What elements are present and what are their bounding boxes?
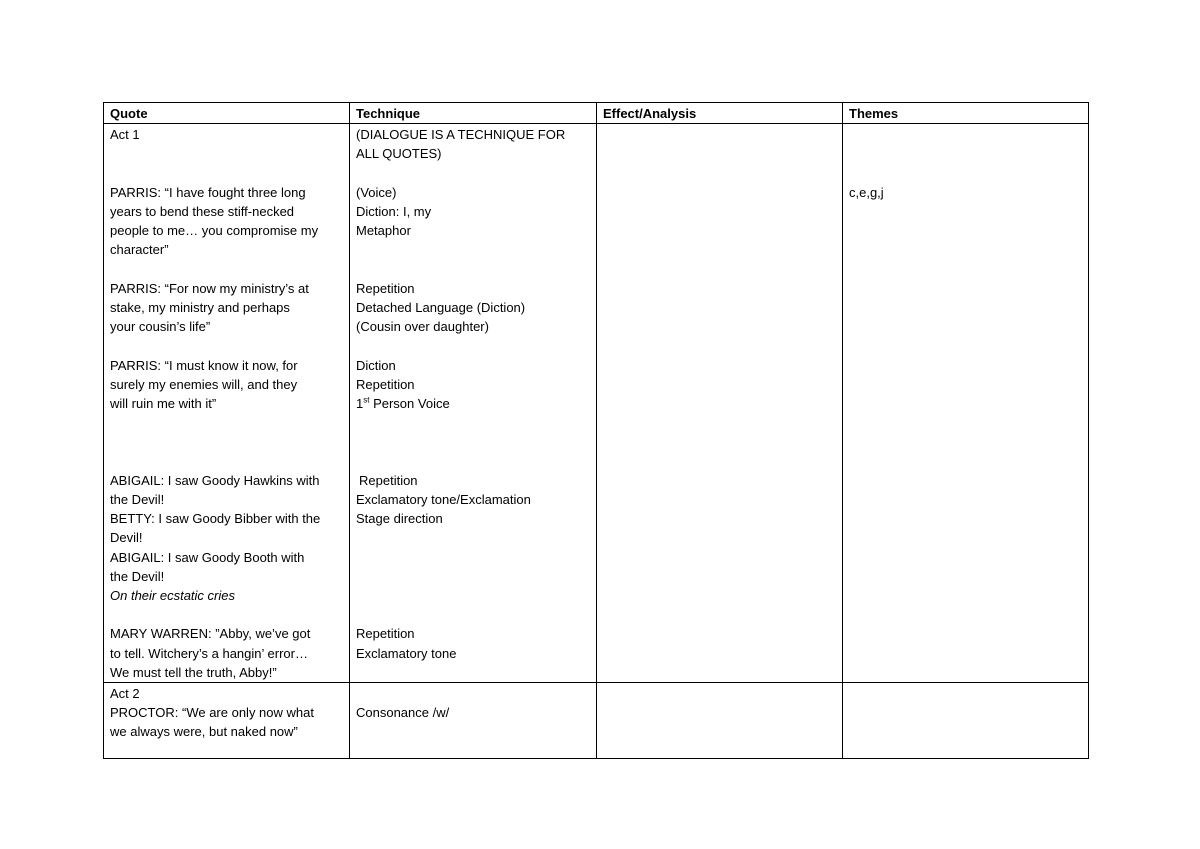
quote-line: we always were, but naked now”: [110, 724, 298, 740]
quote-line: surely my enemies will, and they: [110, 376, 298, 392]
quote-line: people to me… you compromise my: [110, 223, 319, 239]
quote-line: will ruin me with it”: [110, 395, 217, 411]
technique-note: (DIALOGUE IS A TECHNIQUE FOR: [356, 127, 566, 143]
technique-line: Diction: I, my: [356, 204, 432, 219]
themes-value: c,e,g,j: [849, 184, 884, 200]
quote-line: the Devil!: [110, 491, 165, 507]
themes-cell-act-2: [843, 682, 1089, 758]
quote-line: stake, my ministry and perhaps: [110, 299, 290, 315]
quote-line: MARY WARREN: ”Abby, we’ve got: [110, 626, 311, 642]
act-label: Act 1: [110, 127, 140, 143]
technique-line: Repetition: [356, 376, 415, 392]
themes-cell-act-1: [843, 124, 1089, 683]
technique-cell-act-2: [350, 682, 597, 758]
technique-line: Metaphor: [356, 223, 411, 239]
header-row: [104, 103, 1089, 124]
quote-line: PARRIS: “I have fought three long: [110, 184, 306, 200]
quote-line: the Devil!: [110, 568, 165, 584]
header-effect-analysis: Effect/Analysis: [597, 103, 843, 124]
technique-cell-act-1: [350, 124, 597, 683]
technique-line: Exclamatory tone/Exclamation: [356, 491, 531, 507]
quote-line: your cousin’s life”: [110, 319, 211, 335]
stage-direction: On their ecstatic cries: [110, 587, 235, 603]
quote-line: PROCTOR: “We are only now what: [110, 705, 314, 721]
quote-cell-act-1: [104, 124, 350, 683]
quote-line: We must tell the truth, Abby!”: [110, 664, 277, 680]
technique-line: (Cousin over daughter): [356, 319, 489, 335]
quotes-table: [103, 102, 1089, 759]
quote-line: PARRIS: “For now my ministry’s at: [110, 280, 309, 296]
technique-line: Stage direction: [356, 511, 443, 527]
quote-line: Devil!: [110, 530, 143, 546]
act-label: Act 2: [110, 685, 140, 701]
technique-line: Consonance /w/: [356, 705, 450, 721]
quote-line: ABIGAIL: I saw Goody Hawkins with: [110, 472, 320, 488]
effect-cell-act-2: [597, 682, 843, 758]
technique-line: Repetition: [356, 626, 415, 642]
technique-line: Exclamatory tone: [356, 645, 457, 661]
technique-line: 1st Person Voice: [356, 395, 450, 411]
effect-cell-act-1: [597, 124, 843, 683]
header-technique: Technique: [350, 103, 597, 124]
technique-line: Diction: [356, 357, 396, 373]
technique-line: Detached Language (Diction): [356, 299, 526, 315]
quote-line: to tell. Witchery’s a hangin’ error…: [110, 645, 308, 661]
table-row-act-2: [104, 682, 1089, 758]
technique-note: ALL QUOTES): [356, 146, 442, 162]
quote-line: BETTY: I saw Goody Bibber with the: [110, 511, 321, 527]
quote-line: ABIGAIL: I saw Goody Booth with: [110, 549, 305, 565]
quote-line: years to bend these stiff-necked: [110, 203, 295, 219]
header-quote: Quote: [104, 103, 350, 124]
technique-line: Repetition: [356, 280, 415, 296]
quote-line: character”: [110, 242, 169, 258]
header-themes: Themes: [843, 103, 1089, 124]
technique-line: Repetition: [359, 472, 418, 488]
technique-line: (Voice): [356, 184, 397, 200]
quote-line: PARRIS: “I must know it now, for: [110, 357, 298, 373]
table-row-act-1: [104, 124, 1089, 683]
quote-cell-act-2: [104, 682, 350, 758]
